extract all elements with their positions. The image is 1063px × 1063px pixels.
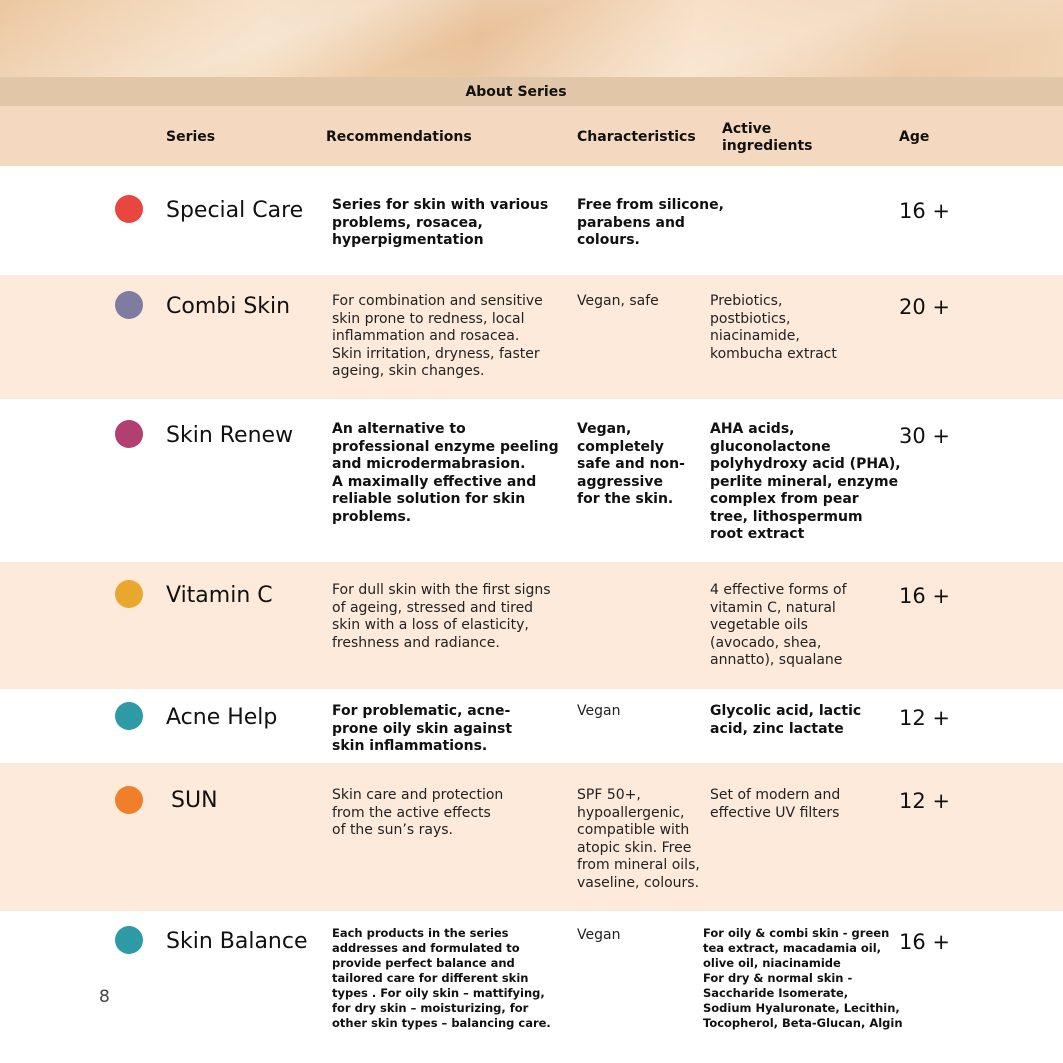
series-color-dot xyxy=(115,580,143,608)
ingredients-cell: Glycolic acid, lactic acid, zinc lactate xyxy=(710,703,862,737)
series-name: Combi Skin xyxy=(166,294,291,319)
characteristics-cell: Free from silicone, parabens and colours. xyxy=(577,197,724,248)
series-color-dot xyxy=(115,926,143,954)
recommendations-cell: Series for skin with various problems, rosacea, hyperpigmentation xyxy=(332,197,549,248)
recommendations-cell: An alternative to professional enzyme peeling and microdermabrasion. A maximally effective and reliable solution for skin problems. xyxy=(332,421,559,525)
ingredients-cell: Prebiotics, postbiotics, niacinamide, kombucha extract xyxy=(710,293,837,362)
series-name: Acne Help xyxy=(166,705,278,730)
ingredients-cell: Set of modern and effective UV filters xyxy=(710,787,841,821)
series-name: Skin Balance xyxy=(166,929,308,954)
ingredients-cell: 4 effective forms of vitamin C, natural vegetable oils (avocado, shea, annatto), squalane xyxy=(710,582,847,668)
ingredients-cell: AHA acids, gluconolactone polyhydroxy acid (PHA), perlite mineral, enzyme complex from pear tree, lithospermum root extract xyxy=(710,421,901,542)
section-title: About Series xyxy=(465,84,567,100)
page-number: 8 xyxy=(99,987,110,1007)
ingredients-cell: For oily & combi skin - green tea extract, macadamia oil, olive oil, niacinamide For dry & normal skin - Saccharide Isomerate, Sodium Hyaluronate, Lecithin, Tocopherol, Beta-Glucan, Algin xyxy=(703,926,903,1030)
characteristics-cell: Vegan, safe xyxy=(577,293,659,309)
series-name: Vitamin C xyxy=(166,583,273,608)
recommendations-cell: For problematic, acne- prone oily skin against skin inflammations. xyxy=(332,703,513,754)
age-cell: 16 + xyxy=(899,930,950,954)
age-cell: 12 + xyxy=(899,706,950,730)
recommendations-cell: Each products in the series addresses and formulated to provide perfect balance and tailored care for different skin types . For oily skin – mattifying, for dry skin – moisturizing, for other skin types – balancing care. xyxy=(332,926,551,1030)
series-color-dot xyxy=(115,291,143,319)
characteristics-cell: SPF 50+, hypoallergenic, compatible with atopic skin. Free from mineral oils, vaseline, colours. xyxy=(577,787,700,891)
age-cell: 20 + xyxy=(899,295,950,319)
characteristics-cell: Vegan xyxy=(577,927,621,943)
series-color-dot xyxy=(115,786,143,814)
header-active-ingredients: Active ingredients xyxy=(722,121,813,154)
age-cell: 30 + xyxy=(899,424,950,448)
header-recommendations: Recommendations xyxy=(326,129,472,145)
header-characteristics: Characteristics xyxy=(577,129,696,145)
header-age: Age xyxy=(899,129,930,145)
header-series: Series xyxy=(166,129,216,145)
characteristics-cell: Vegan xyxy=(577,703,621,719)
series-name: Special Care xyxy=(166,198,304,223)
age-cell: 16 + xyxy=(899,199,950,223)
series-color-dot xyxy=(115,195,143,223)
series-color-dot xyxy=(115,702,143,730)
series-name: Skin Renew xyxy=(166,423,294,448)
series-name: SUN xyxy=(171,788,218,813)
recommendations-cell: For dull skin with the first signs of ageing, stressed and tired skin with a loss of elasticity, freshness and radiance. xyxy=(332,582,551,651)
recommendations-cell: Skin care and protection from the active effects of the sun’s rays. xyxy=(332,787,504,838)
recommendations-cell: For combination and sensitive skin prone to redness, local inflammation and rosacea. Skin irritation, dryness, faster ageing, skin changes. xyxy=(332,293,543,379)
characteristics-cell: Vegan, completely safe and non- aggressive for the skin. xyxy=(577,421,685,507)
age-cell: 12 + xyxy=(899,789,950,813)
age-cell: 16 + xyxy=(899,584,950,608)
series-color-dot xyxy=(115,420,143,448)
table-row xyxy=(0,763,1063,911)
decorative-banner xyxy=(0,0,1063,77)
